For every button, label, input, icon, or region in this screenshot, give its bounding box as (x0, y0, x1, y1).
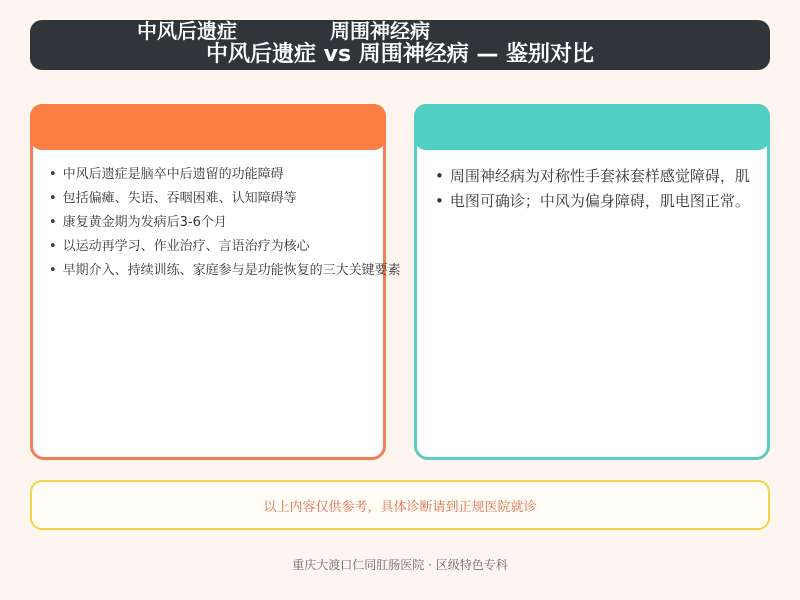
list-item-text: 早期介入、持续训练、家庭参与是功能恢复的三大关键要素 (62, 263, 401, 278)
list-item (49, 214, 401, 238)
list-item (49, 262, 401, 286)
bullet-icon: • (49, 191, 57, 206)
footer-text: 重庆大渡口仁同肛肠医院 · 区级特色专科 (292, 558, 508, 572)
list-item-text: 周围神经病为对称性手套袜套样感觉障碍，肌 (449, 167, 750, 185)
stroke-sequelae-panel-title: 中风后遗症 (137, 19, 237, 43)
bullet-icon: • (49, 215, 57, 230)
list-item-text: 以运动再学习、作业治疗、言语治疗为核心 (62, 239, 310, 254)
stroke-sequelae-list (49, 166, 401, 286)
bullet-icon: • (435, 192, 444, 210)
list-item-text: 电图可确诊；中风为偏身障碍，肌电图正常。 (449, 192, 750, 210)
peripheral-neuropathy-panel-header (414, 104, 770, 150)
bullet-icon: • (49, 263, 57, 278)
list-item-text: 中风后遗症是脑卒中后遗留的功能障碍 (62, 167, 284, 182)
page-title: 中风后遗症 vs 周围神经病 — 鉴别对比 (205, 41, 595, 67)
bullet-icon: • (49, 167, 57, 182)
disclaimer-box (30, 480, 770, 530)
bullet-icon: • (49, 239, 57, 254)
list-item-text: 包括偏瘫、失语、吞咽困难、认知障碍等 (62, 191, 297, 206)
list-item (49, 190, 401, 214)
stroke-sequelae-panel-header (30, 104, 386, 150)
list-item (435, 191, 768, 216)
disclaimer-text: 以上内容仅供参考，具体诊断请到正规医院就诊 (263, 499, 537, 515)
bullet-icon: • (435, 167, 444, 185)
list-item-text: 康复黄金期为发病后3-6个月 (62, 215, 227, 230)
list-item (49, 238, 401, 262)
peripheral-neuropathy-list (435, 166, 768, 216)
peripheral-neuropathy-panel-title: 周围神经病 (330, 19, 430, 43)
list-item (435, 166, 768, 191)
list-item (49, 166, 401, 190)
peripheral-neuropathy-panel (414, 104, 770, 460)
